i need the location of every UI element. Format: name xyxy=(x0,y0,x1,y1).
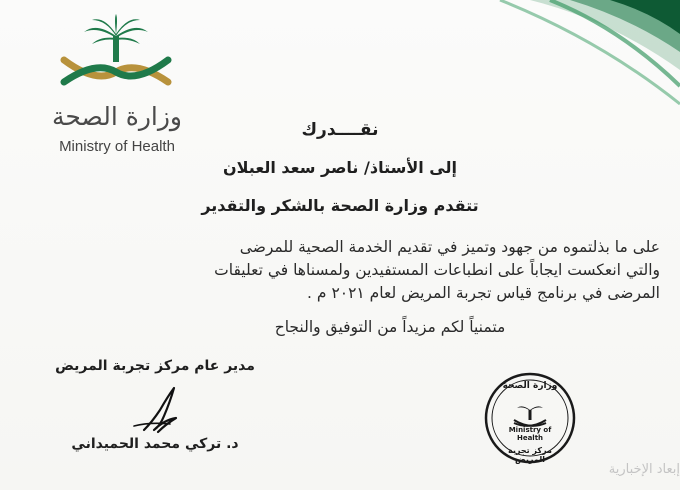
handwritten-signature-icon xyxy=(130,382,190,437)
logo-english-name: Ministry of Health xyxy=(59,138,175,155)
letter-subject: تتقدم وزارة الصحة بالشكر والتقدير xyxy=(201,196,479,215)
body-line: والتي انعكست ايجاباً على انطباعات المستفيدين ولمسناها في تعليقات xyxy=(214,261,660,279)
stamp-middle-text: Ministry of Health xyxy=(508,426,552,442)
signatory-title: مدير عام مركز تجربة المريض xyxy=(55,358,255,374)
body-line: على ما بذلتموه من جهود وتميز في تقديم الخدمة الصحية للمرضى xyxy=(239,238,660,256)
stamp-bottom-text: مركز تجربة المريض xyxy=(508,446,552,464)
corner-ribbons-decoration xyxy=(380,0,680,110)
watermark: إبعاد الإخبارية xyxy=(608,462,680,477)
letter-title: نقــــدرك xyxy=(301,120,379,140)
letter-recipient: إلى الأستاذ/ ناصر سعد العبلان xyxy=(223,158,457,177)
letter-body xyxy=(150,236,660,305)
body-line: المرضى في برنامج قياس تجربة المريض لعام ٢٠٢١ م . xyxy=(307,284,660,302)
signatory-name: د. تركي محمد الحميداني xyxy=(71,436,239,452)
palm-swords-emblem-icon xyxy=(56,14,176,98)
letter-closing: متمنياً لكم مزيداً من التوفيق والنجاح xyxy=(274,318,506,336)
ministry-logo xyxy=(36,14,196,154)
logo-arabic-name: وزارة الصحة xyxy=(52,102,182,131)
stamp-top-text: وزارة الصحة xyxy=(502,381,558,391)
